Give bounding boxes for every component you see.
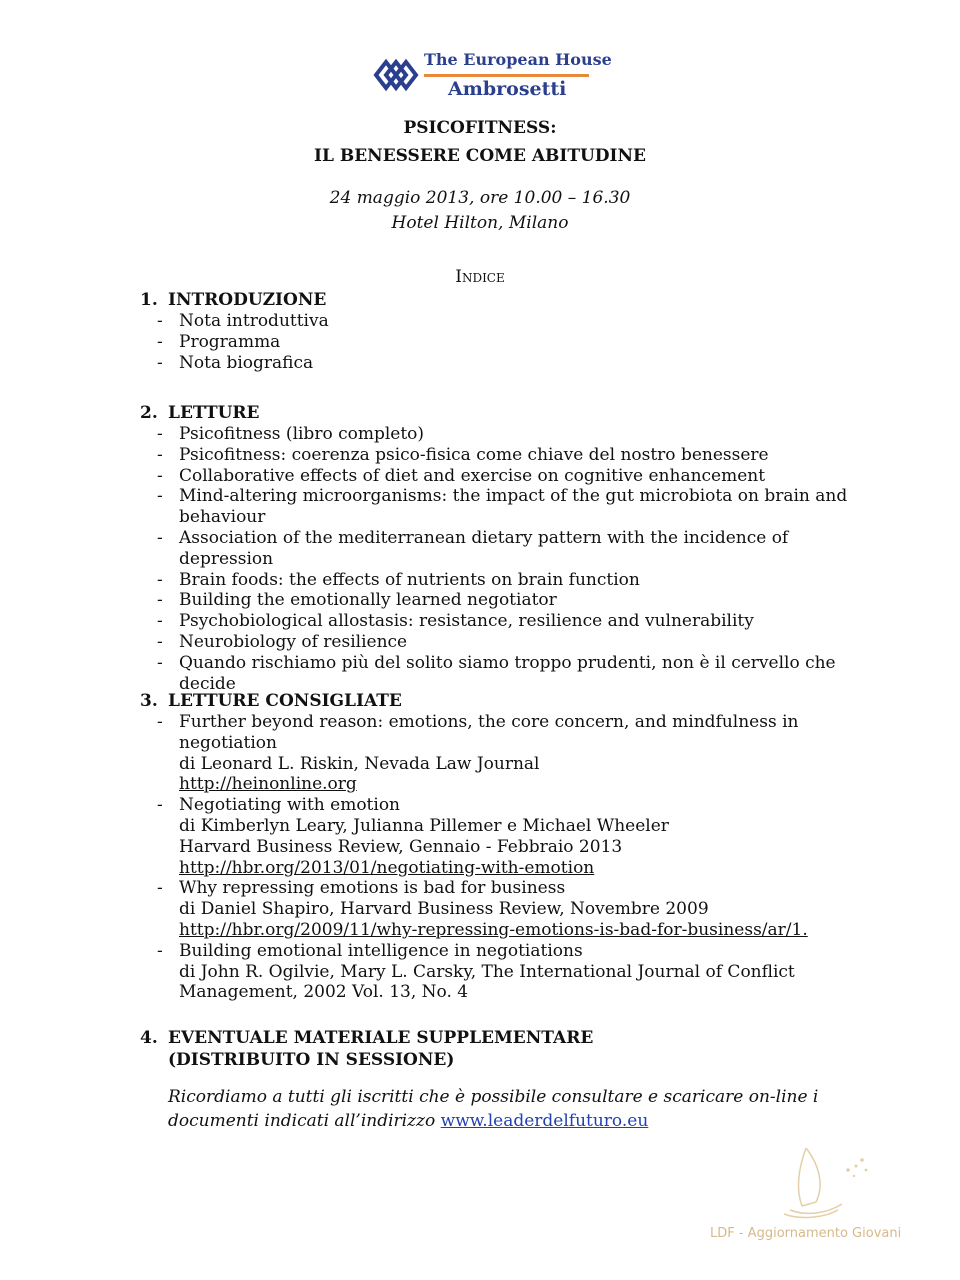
list-item: - Association of the mediterranean dietary pattern with the incidence of depression xyxy=(140,528,860,570)
ambrosetti-logo-icon xyxy=(372,54,420,96)
list-item xyxy=(140,878,860,940)
closing-note-line2 xyxy=(168,1109,828,1133)
footer-label: LDF - Aggiornamento Giovani xyxy=(710,1226,902,1241)
closing-note-text: documenti indicati all’indirizzo xyxy=(168,1111,441,1131)
reading-link[interactable]: http://heinonline.org xyxy=(179,774,357,795)
section-title: LETTURE xyxy=(168,403,260,423)
section-title: LETTURE CONSIGLIATE xyxy=(168,691,402,711)
section-number: 1. xyxy=(140,290,158,310)
section-number: 3. xyxy=(140,691,158,711)
logo-text-bottom: Ambrosetti xyxy=(448,78,567,100)
section-item-list xyxy=(140,424,860,694)
section-letture xyxy=(140,402,860,694)
list-item: - Psychobiological allostasis: resistance, resilience and vulnerability xyxy=(140,611,860,632)
reading-link[interactable]: http://hbr.org/2009/11/why-repressing-emotions-is-bad-for-business/ar/1. xyxy=(179,919,808,940)
closing-note xyxy=(168,1085,828,1133)
list-item: - Programma xyxy=(140,332,860,353)
reading-author: di John R. Ogilvie, Mary L. Carsky, The International Journal of Conflict xyxy=(179,961,795,982)
list-item xyxy=(140,941,860,1003)
reading-title: - Negotiating with emotion xyxy=(179,795,400,816)
event-place: Hotel Hilton, Milano xyxy=(391,213,569,233)
list-item xyxy=(140,712,860,795)
document-title-line2: IL BENESSERE COME ABITUDINE xyxy=(314,146,646,166)
list-item: - Brain foods: the effects of nutrients on brain function xyxy=(140,570,860,591)
section-introduzione xyxy=(140,289,860,373)
reading-title: - Further beyond reason: emotions, the core concern, and mindfulness in xyxy=(179,712,799,732)
list-item: - Neurobiology of resilience xyxy=(140,632,860,653)
section-materiale-supplementare xyxy=(140,1027,860,1071)
section-number: 4. xyxy=(140,1028,158,1048)
list-item-line: - Mind-altering microorganisms: the impact of the gut microbiota on brain and xyxy=(179,486,848,507)
reading-author: di Daniel Shapiro, Harvard Business Review, Novembre 2009 xyxy=(179,899,709,920)
reading-source: Management, 2002 Vol. 13, No. 4 xyxy=(179,982,469,1003)
section-heading xyxy=(140,1027,860,1049)
section-number: 2. xyxy=(140,403,158,423)
list-item: - Nota introduttiva xyxy=(140,311,860,332)
reading-link[interactable]: http://hbr.org/2013/01/negotiating-with-emotion xyxy=(179,857,595,878)
section-heading-cont xyxy=(140,1049,860,1071)
list-item: - Collaborative effects of diet and exercise on cognitive enhancement xyxy=(140,466,860,487)
section-title: INTRODUZIONE xyxy=(168,290,327,310)
section-heading xyxy=(140,289,860,311)
reading-author: di Kimberlyn Leary, Julianna Pillemer e Michael Wheeler xyxy=(179,815,669,836)
list-item-line: behaviour xyxy=(179,507,266,528)
reading-author: di Leonard L. Riskin, Nevada Law Journal xyxy=(179,753,540,774)
section-title: EVENTUALE MATERIALE SUPPLEMENTARE xyxy=(168,1028,594,1048)
logo-text-top: The European House xyxy=(424,50,612,69)
section-item-list xyxy=(140,712,860,1003)
logo-divider xyxy=(424,74,589,77)
website-link[interactable]: www.leaderdelfuturo.eu xyxy=(440,1111,649,1131)
event-date: 24 maggio 2013, ore 10.00 – 16.30 xyxy=(329,188,631,208)
list-item: - Psicofitness (libro completo) xyxy=(140,424,860,445)
reading-title: - Why repressing emotions is bad for business xyxy=(179,878,566,899)
list-item xyxy=(140,795,860,878)
reading-source: Harvard Business Review, Gennaio - Febbraio 2013 xyxy=(179,836,623,857)
reading-title-cont: negotiation xyxy=(179,732,277,753)
index-heading: Indice xyxy=(455,267,505,287)
list-item: - Psicofitness: coerenza psico-fisica come chiave del nostro benessere xyxy=(140,445,860,466)
document-title-line1: PSICOFITNESS: xyxy=(403,118,557,138)
ambrosetti-logo xyxy=(372,50,612,106)
section-item-list xyxy=(140,311,860,373)
list-item: - Nota biografica xyxy=(140,353,860,374)
section-letture-consigliate xyxy=(140,690,860,1003)
list-item: - Quando rischiamo più del solito siamo troppo prudenti, non è il cervello che decide xyxy=(140,653,860,695)
list-item: - Building the emotionally learned negotiator xyxy=(140,590,860,611)
section-heading xyxy=(140,690,860,712)
section-subtitle: (DISTRIBUITO IN SESSIONE) xyxy=(168,1050,455,1070)
reading-title: - Building emotional intelligence in negotiations xyxy=(179,940,583,961)
closing-note-line1: Ricordiamo a tutti gli iscritti che è possibile consultare e scaricare on-line i xyxy=(168,1087,819,1107)
sailboat-icon xyxy=(776,1140,876,1220)
list-item xyxy=(140,486,860,528)
section-heading xyxy=(140,402,860,424)
